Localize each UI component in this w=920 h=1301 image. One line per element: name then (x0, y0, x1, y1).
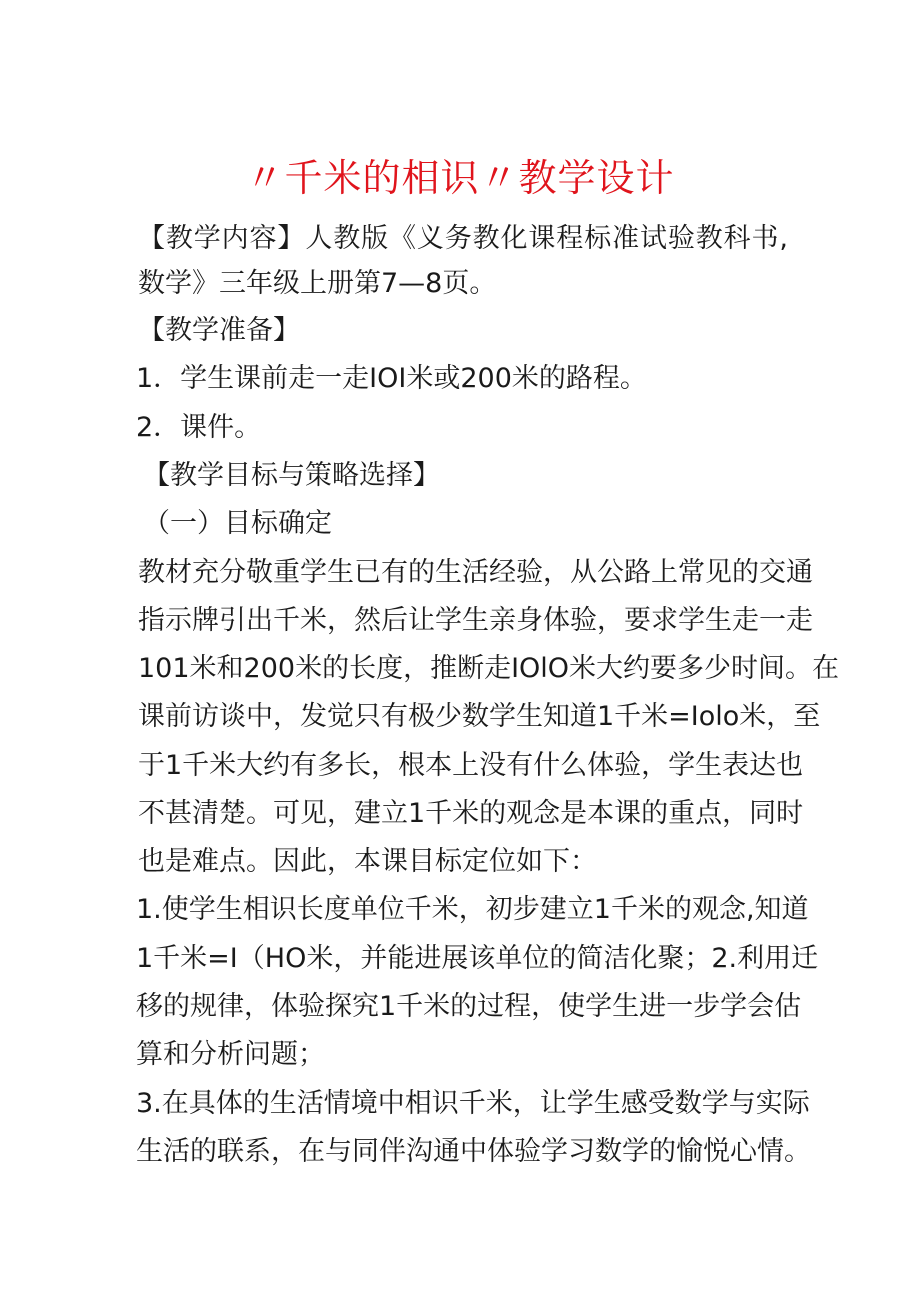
paragraph-line-5: 于1千米大约有多长，根本上没有什么体验，学生表达也 (138, 750, 804, 781)
heading-objectives: 【教学目标与策略选择】 (143, 460, 440, 491)
list-item-1: 1．学生课前走一走IOI米或200米的路程。 (136, 363, 647, 394)
paragraph-line-2: 指示牌引出千米，然后让学生亲身体验，要求学生走一走 (138, 605, 813, 636)
goal-line-3: 移的规律，体验探究1千米的过程，使学生进一步学会估 (136, 991, 802, 1022)
paragraph-line-6: 不甚清楚。可见，建立1千米的观念是本课的重点，同时 (138, 798, 804, 829)
document-title: 〃千米的相识〃教学设计 (245, 156, 675, 200)
subheading-goal: （一）目标确定 (143, 508, 332, 539)
goal-line-4: 算和分析问题； (136, 1039, 325, 1070)
heading-preparation: 【教学准备】 (138, 315, 300, 346)
goal-line-1: 1.使学生相识长度单位千米，初步建立1千米的观念,知道 (136, 894, 809, 925)
paragraph-line-3: 101米和200米的长度，推断走IOlO米大约要多少时间。在 (138, 653, 840, 684)
list-item-2: 2．课件。 (136, 412, 262, 443)
goal-line-2: 1千米=I（HO米，并能进展该单位的简洁化聚；2.利用迁 (136, 943, 819, 974)
text-line-content-1: 【教学内容】人教版《义务教化课程标准试验教科书, (138, 223, 788, 254)
paragraph-line-1: 教材充分敬重学生已有的生活经验，从公路上常见的交通 (138, 557, 813, 588)
goal-line-5: 3.在具体的生活情境中相识千米，让学生感受数学与实际 (136, 1088, 810, 1119)
paragraph-line-7: 也是难点。因此，本课目标定位如下： (138, 846, 597, 877)
text-line-content-2: 数学》三年级上册第7—8页。 (138, 268, 497, 299)
goal-line-6: 生活的联系，在与同伴沟通中体验学习数学的愉悦心情。 (136, 1136, 811, 1167)
paragraph-line-4: 课前访谈中，发觉只有极少数学生知道1千米=Iolo米，至 (138, 701, 821, 732)
